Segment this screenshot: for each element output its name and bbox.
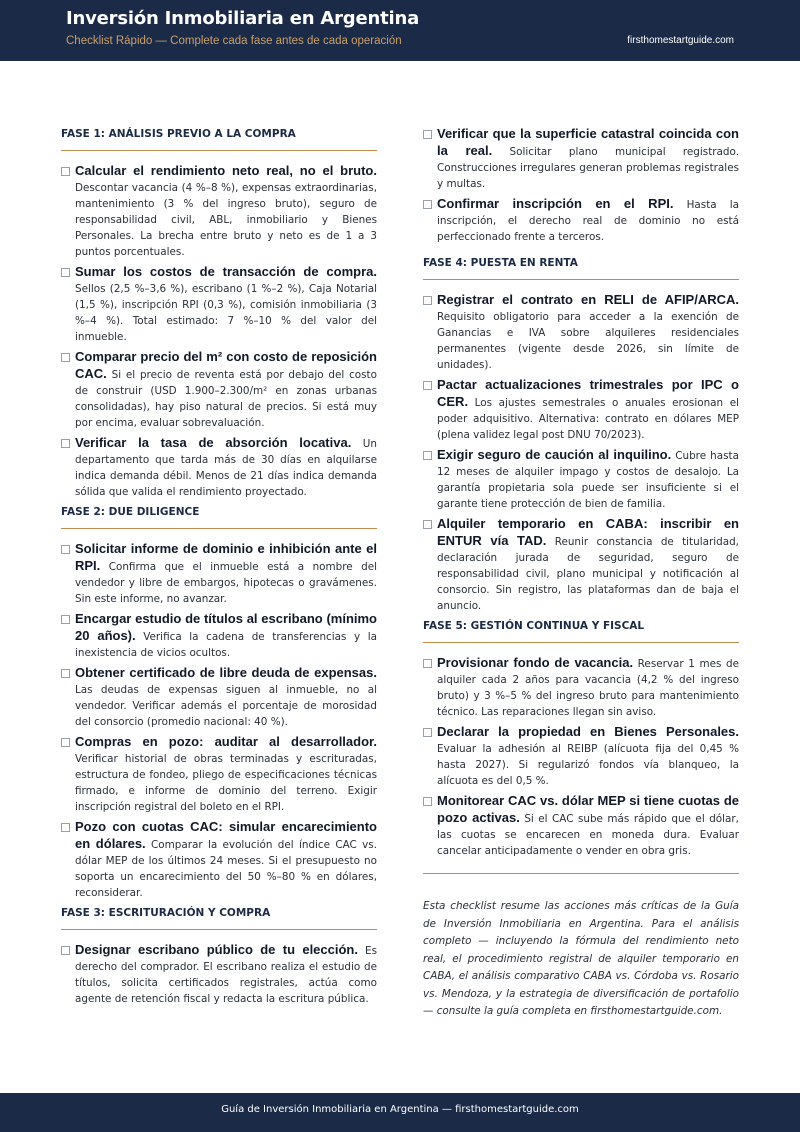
checklist-item (61, 163, 377, 260)
item-desc: Sellos (2,5 %–3,6 %), escribano (1 %–2 %), Caja Notarial (1,5 %), inscripción RPI (0,3 %), comisión inmobiliaria (3 %–4 %). Total estimado: 7 %–10 % del valor del inmueble. (75, 283, 377, 343)
checklist-item (61, 264, 377, 345)
item-lead: Monitorear CAC vs. dólar MEP si tiene cuotas de pozo activas. (437, 793, 739, 825)
checklist-item (423, 196, 739, 245)
checklist-item (61, 349, 377, 431)
page-title: Inversión Inmobiliaria en Argentina (66, 8, 420, 29)
item-lead: Compras en pozo: auditar al desarrollador. (75, 734, 377, 749)
checklist-item (423, 126, 739, 192)
item-lead: Verificar que la superficie catastral coincida con la real. (437, 126, 739, 158)
phase-title: FASE 4: PUESTA EN RENTA (423, 255, 739, 280)
item-lead: Provisionar fondo de vacancia. (437, 655, 634, 670)
item-desc: Reservar 1 mes de alquiler cada 2 años para vacancia (4,2 % del ingreso bruto) y 3 %–5 % del ingreso bruto para mantenimiento técnico. Las reparaciones llegan sin aviso. (437, 658, 740, 718)
item-lead: Calcular el rendimiento neto real, no el bruto. (75, 163, 377, 178)
right-column (423, 126, 739, 1021)
checklist-item (61, 541, 377, 607)
checklist-item (423, 724, 739, 789)
site-url: firsthomestartguide.com (627, 35, 734, 46)
page-subtitle: Checklist Rápido — Complete cada fase antes de cada operación (66, 35, 402, 47)
phase-title: FASE 2: DUE DILIGENCE (61, 504, 377, 529)
header-bar (0, 0, 800, 61)
item-lead: Obtener certificado de libre deuda de expensas. (75, 665, 377, 680)
checkbox[interactable] (423, 451, 432, 460)
item-desc: Evaluar la adhesión al REIBP (alícuota fija del 0,45 % hasta 2027). Si regularizó fondos vía blanqueo, la alícuota es del 0,5 %. (437, 743, 739, 787)
checkbox[interactable] (61, 268, 70, 277)
checklist-item (61, 734, 377, 815)
checklist-item (61, 942, 377, 1007)
checkbox[interactable] (423, 659, 432, 668)
item-lead: Designar escribano público de tu elección. (75, 942, 358, 957)
checkbox[interactable] (61, 738, 70, 747)
item-lead: Declarar la propiedad en Bienes Personales. (437, 724, 739, 739)
item-lead: Verificar la tasa de absorción locativa. (75, 435, 352, 450)
checkbox[interactable] (423, 130, 432, 139)
checkbox[interactable] (423, 200, 432, 209)
closing-note: Esta checklist resume las acciones más críticas de la Guía de Inversión Inmobiliaria en Argentina. Para el análisis completo — incluyendo la fórmula del rendimiento neto real, el procedimiento registral de alquiler temporario en CABA, el análisis comparativo CABA vs. Córdoba vs. Rosario vs. Mendoza, y la estrategia de diversificación de portafolio — consulte la guía completa en firsthomestartguide.com. (423, 900, 739, 1017)
item-desc: Solicitar plano municipal registrado. Construcciones irregulares generan problemas registrales y multas. (437, 146, 739, 190)
checklist-item (423, 377, 739, 443)
item-lead: Comparar precio del m² con costo de reposición CAC. (75, 349, 377, 381)
item-desc: Confirma que el inmueble está a nombre del vendedor y libre de embargos, hipotecas o gravámenes. Sin este informe, no avanzar. (75, 561, 377, 605)
checkbox[interactable] (423, 520, 432, 529)
item-desc: Comparar la evolución del índice CAC vs. dólar MEP de los últimos 24 meses. Si el presupuesto no soporta un encarecimiento del 50 %–80 % en dólares, reconsiderar. (75, 839, 377, 899)
checklist-item (61, 435, 377, 500)
item-desc: Hasta la inscripción, el derecho real de dominio no está perfeccionado frente a terceros. (437, 199, 739, 243)
checkbox[interactable] (61, 439, 70, 448)
item-lead: Alquiler temporario en CABA: inscribir en ENTUR vía TAD. (437, 516, 739, 548)
checkbox[interactable] (61, 167, 70, 176)
item-lead: Sumar los costos de transacción de compra. (75, 264, 377, 279)
section-divider (423, 873, 739, 874)
footer-bar (0, 1093, 800, 1132)
checklist-item (61, 819, 377, 901)
item-desc: Es derecho del comprador. El escribano realiza el estudio de títulos, solicita certificados registrales, actúa como agente de retención fiscal y redacta la escritura pública. (75, 945, 377, 1005)
item-lead: Exigir seguro de caución al inquilino. (437, 447, 672, 462)
checkbox[interactable] (61, 353, 70, 362)
item-desc: Reunir constancia de titularidad, declaración jurada de seguridad, seguro de responsabilidad civil, plano municipal y notificación al consorcio. Sin registro, las plataformas dan de baja el anuncio. (437, 536, 739, 612)
checkbox[interactable] (423, 728, 432, 737)
checkbox[interactable] (423, 797, 432, 806)
phase-title: FASE 5: GESTIÓN CONTINUA Y FISCAL (423, 618, 739, 643)
phase-3 (61, 905, 377, 1007)
checklist-item (61, 665, 377, 730)
checkbox[interactable] (61, 823, 70, 832)
checkbox[interactable] (61, 946, 70, 955)
item-desc: Si el CAC sube más rápido que el dólar, las cuotas se encarecen en moneda dura. Evaluar cancelar anticipadamente o vender en obra gris. (437, 813, 739, 857)
checklist-item (61, 611, 377, 661)
checklist-item (423, 516, 739, 614)
checkbox[interactable] (423, 296, 432, 305)
phase-title: FASE 1: ANÁLISIS PREVIO A LA COMPRA (61, 126, 377, 151)
left-column (61, 126, 377, 1011)
item-lead: Pactar actualizaciones trimestrales por IPC o CER. (437, 377, 739, 409)
phase-2 (61, 504, 377, 901)
item-lead: Confirmar inscripción en el RPI. (437, 196, 674, 211)
checklist-item (423, 447, 739, 512)
item-desc: Verifica la cadena de transferencias y la inexistencia de vicios ocultos. (75, 631, 377, 659)
checkbox[interactable] (61, 669, 70, 678)
checklist-item (423, 793, 739, 859)
item-desc: Los ajustes semestrales o anuales erosionan el poder adquisitivo. Alternativa: contrato en dólares MEP (plena validez legal post DNU 70/2023). (437, 397, 739, 441)
item-desc: Descontar vacancia (4 %–8 %), expensas extraordinarias, mantenimiento (3 % del ingreso bruto), seguro de responsabilidad civil, ABL, inmobiliario y Bienes Personales. La brecha entre bruto y neto es de 1 a 3 puntos porcentuales. (75, 182, 377, 258)
item-desc: Un departamento que tarda más de 30 días en alquilarse indica demanda débil. Menos de 21 días indica demanda sólida que valida el rendimiento proyectado. (75, 438, 377, 498)
phase-1 (61, 126, 377, 500)
checkbox[interactable] (61, 545, 70, 554)
item-desc: Si el precio de reventa está por debajo del costo de construir (USD 1.900–2.300/m² en zonas urbanas consolidadas), hay piso natural de precios. Si está muy por encima, evaluar sobrevaluación. (75, 369, 377, 429)
item-desc: Cubre hasta 12 meses de alquiler impago y costos de desalojo. La garantía propietaria sola puede ser insuficiente si el garante tiene protección de bien de familia. (437, 450, 739, 510)
checklist-item (423, 292, 739, 373)
item-lead: Encargar estudio de títulos al escribano (mínimo 20 años). (75, 611, 377, 643)
phase-5 (423, 618, 739, 859)
item-lead: Registrar el contrato en RELI de AFIP/ARCA. (437, 292, 739, 307)
item-lead: Pozo con cuotas CAC: simular encarecimiento en dólares. (75, 819, 377, 851)
footer-text: Guía de Inversión Inmobiliaria en Argentina — firsthomestartguide.com (221, 1104, 579, 1115)
item-desc: Requisito obligatorio para acceder a la exención de Ganancias e IVA sobre alquileres residenciales permanentes (vigente desde 2026, sin límite de unidades). (437, 311, 739, 371)
phase-4 (423, 255, 739, 614)
item-desc: Verificar historial de obras terminadas y escrituradas, estructura de fondeo, pliego de especificaciones técnicas firmado, e informe de dominio del terreno. Exigir inscripción registral del boleto en el RPI. (75, 753, 377, 813)
checkbox[interactable] (423, 381, 432, 390)
item-lead: Solicitar informe de dominio e inhibición ante el RPI. (75, 541, 377, 573)
item-desc: Las deudas de expensas siguen al inmueble, no al vendedor. Verificar además el porcentaje de morosidad del consorcio (promedio nacional: 40 %). (75, 684, 377, 728)
checkbox[interactable] (61, 615, 70, 624)
checklist-item (423, 655, 739, 720)
phase-title: FASE 3: ESCRITURACIÓN Y COMPRA (61, 905, 377, 930)
